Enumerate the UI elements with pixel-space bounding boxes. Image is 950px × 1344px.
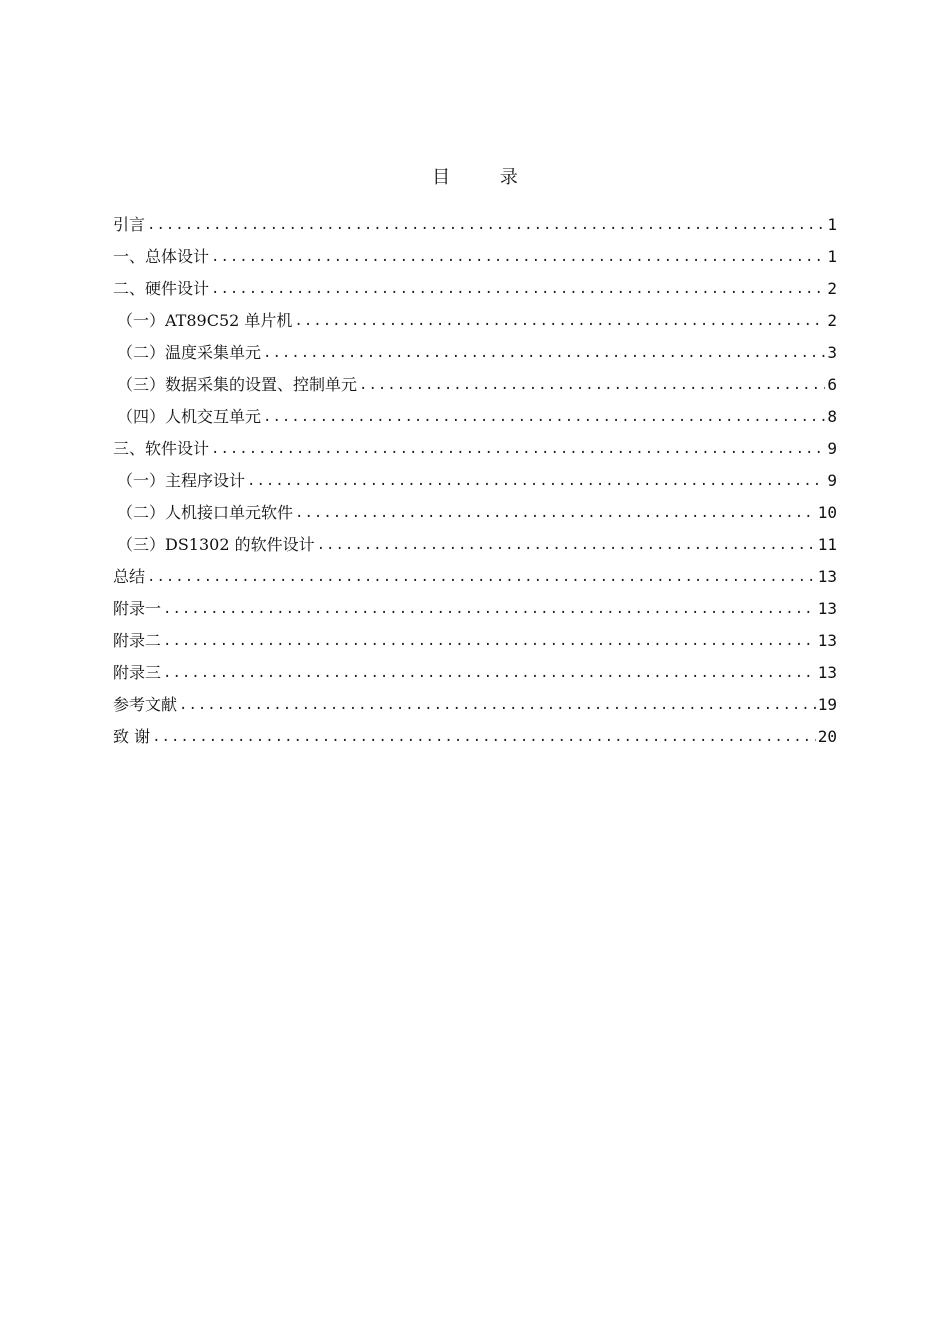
toc-entry-label: 附录三	[113, 663, 162, 682]
toc-entry[interactable]	[113, 273, 837, 305]
toc-entry-page-number: 10	[817, 503, 837, 522]
toc-dot-leader	[211, 247, 825, 267]
toc-entry[interactable]	[113, 241, 837, 273]
toc-entry-page-number: 9	[827, 471, 837, 490]
toc-entry-page-number: 13	[817, 663, 837, 682]
toc-dot-leader	[147, 215, 825, 235]
toc-entry-label: 二、硬件设计	[113, 279, 210, 298]
toc-entry-page-number: 2	[827, 311, 837, 330]
toc-entry[interactable]	[113, 529, 837, 561]
toc-entry-label: （一）主程序设计	[117, 471, 246, 490]
toc-entry[interactable]	[113, 689, 837, 721]
toc-dot-leader	[263, 343, 825, 363]
toc-entry-page-number: 20	[817, 727, 837, 746]
toc-dot-leader	[247, 471, 825, 491]
toc-dot-leader	[163, 663, 816, 683]
toc-dot-leader	[294, 311, 825, 331]
toc-entry[interactable]	[113, 465, 837, 497]
toc-entry-page-number: 11	[817, 535, 837, 554]
toc-entry-label: 附录二	[113, 631, 162, 650]
toc-entry-page-number: 13	[817, 631, 837, 650]
toc-dot-leader	[359, 375, 825, 395]
toc-entry-label: 引言	[113, 215, 146, 234]
toc-entry-page-number: 2	[827, 279, 837, 298]
toc-entry-label: 一、总体设计	[113, 247, 210, 266]
toc-dot-leader	[179, 695, 816, 715]
toc-entry-label: 总结	[113, 567, 146, 586]
toc-entry[interactable]	[113, 721, 837, 753]
toc-entry-label: 三、软件设计	[113, 439, 210, 458]
toc-entry-label: （一）AT89C52 单片机	[117, 311, 293, 330]
toc-entry-label: 附录一	[113, 599, 162, 618]
toc-entry[interactable]	[113, 305, 837, 337]
toc-dot-leader	[163, 631, 816, 651]
toc-dot-leader	[163, 599, 816, 619]
toc-dot-leader	[263, 407, 825, 427]
page-title: 目 录	[432, 167, 540, 188]
toc-dot-leader	[152, 727, 816, 747]
toc-entry-label: 参考文献	[113, 695, 178, 714]
toc-entry[interactable]	[113, 625, 837, 657]
toc-entry-label: 致 谢	[113, 727, 151, 746]
toc-entry[interactable]	[113, 433, 837, 465]
toc-dot-leader	[147, 567, 816, 587]
toc-entry-page-number: 9	[827, 439, 837, 458]
toc-dot-leader	[295, 503, 816, 523]
toc-entry[interactable]	[113, 657, 837, 689]
toc-entry-label: （四）人机交互单元	[117, 407, 262, 426]
toc-entry[interactable]	[113, 593, 837, 625]
toc-entry[interactable]	[113, 497, 837, 529]
toc-dot-leader	[211, 279, 825, 299]
toc-entry-page-number: 13	[817, 567, 837, 586]
toc-entry-label: （三）DS1302 的软件设计	[117, 535, 315, 554]
toc-entry[interactable]	[113, 337, 837, 369]
toc-entry-page-number: 1	[827, 247, 837, 266]
toc-entry[interactable]	[113, 401, 837, 433]
toc-entry-page-number: 13	[817, 599, 837, 618]
toc-entry-page-number: 8	[827, 407, 837, 426]
toc-entry-label: （二）人机接口单元软件	[117, 503, 294, 522]
toc-entry-page-number: 3	[827, 343, 837, 362]
toc-entry-page-number: 19	[817, 695, 837, 714]
toc-dot-leader	[211, 439, 825, 459]
toc-entry-page-number: 6	[827, 375, 837, 394]
toc-entry-page-number: 1	[827, 215, 837, 234]
table-of-contents	[113, 209, 837, 753]
toc-entry[interactable]	[113, 561, 837, 593]
toc-entry[interactable]	[113, 369, 837, 401]
toc-dot-leader	[317, 535, 816, 555]
toc-entry-label: （三）数据采集的设置、控制单元	[117, 375, 358, 394]
toc-entry-label: （二）温度采集单元	[117, 343, 262, 362]
toc-entry[interactable]	[113, 209, 837, 241]
